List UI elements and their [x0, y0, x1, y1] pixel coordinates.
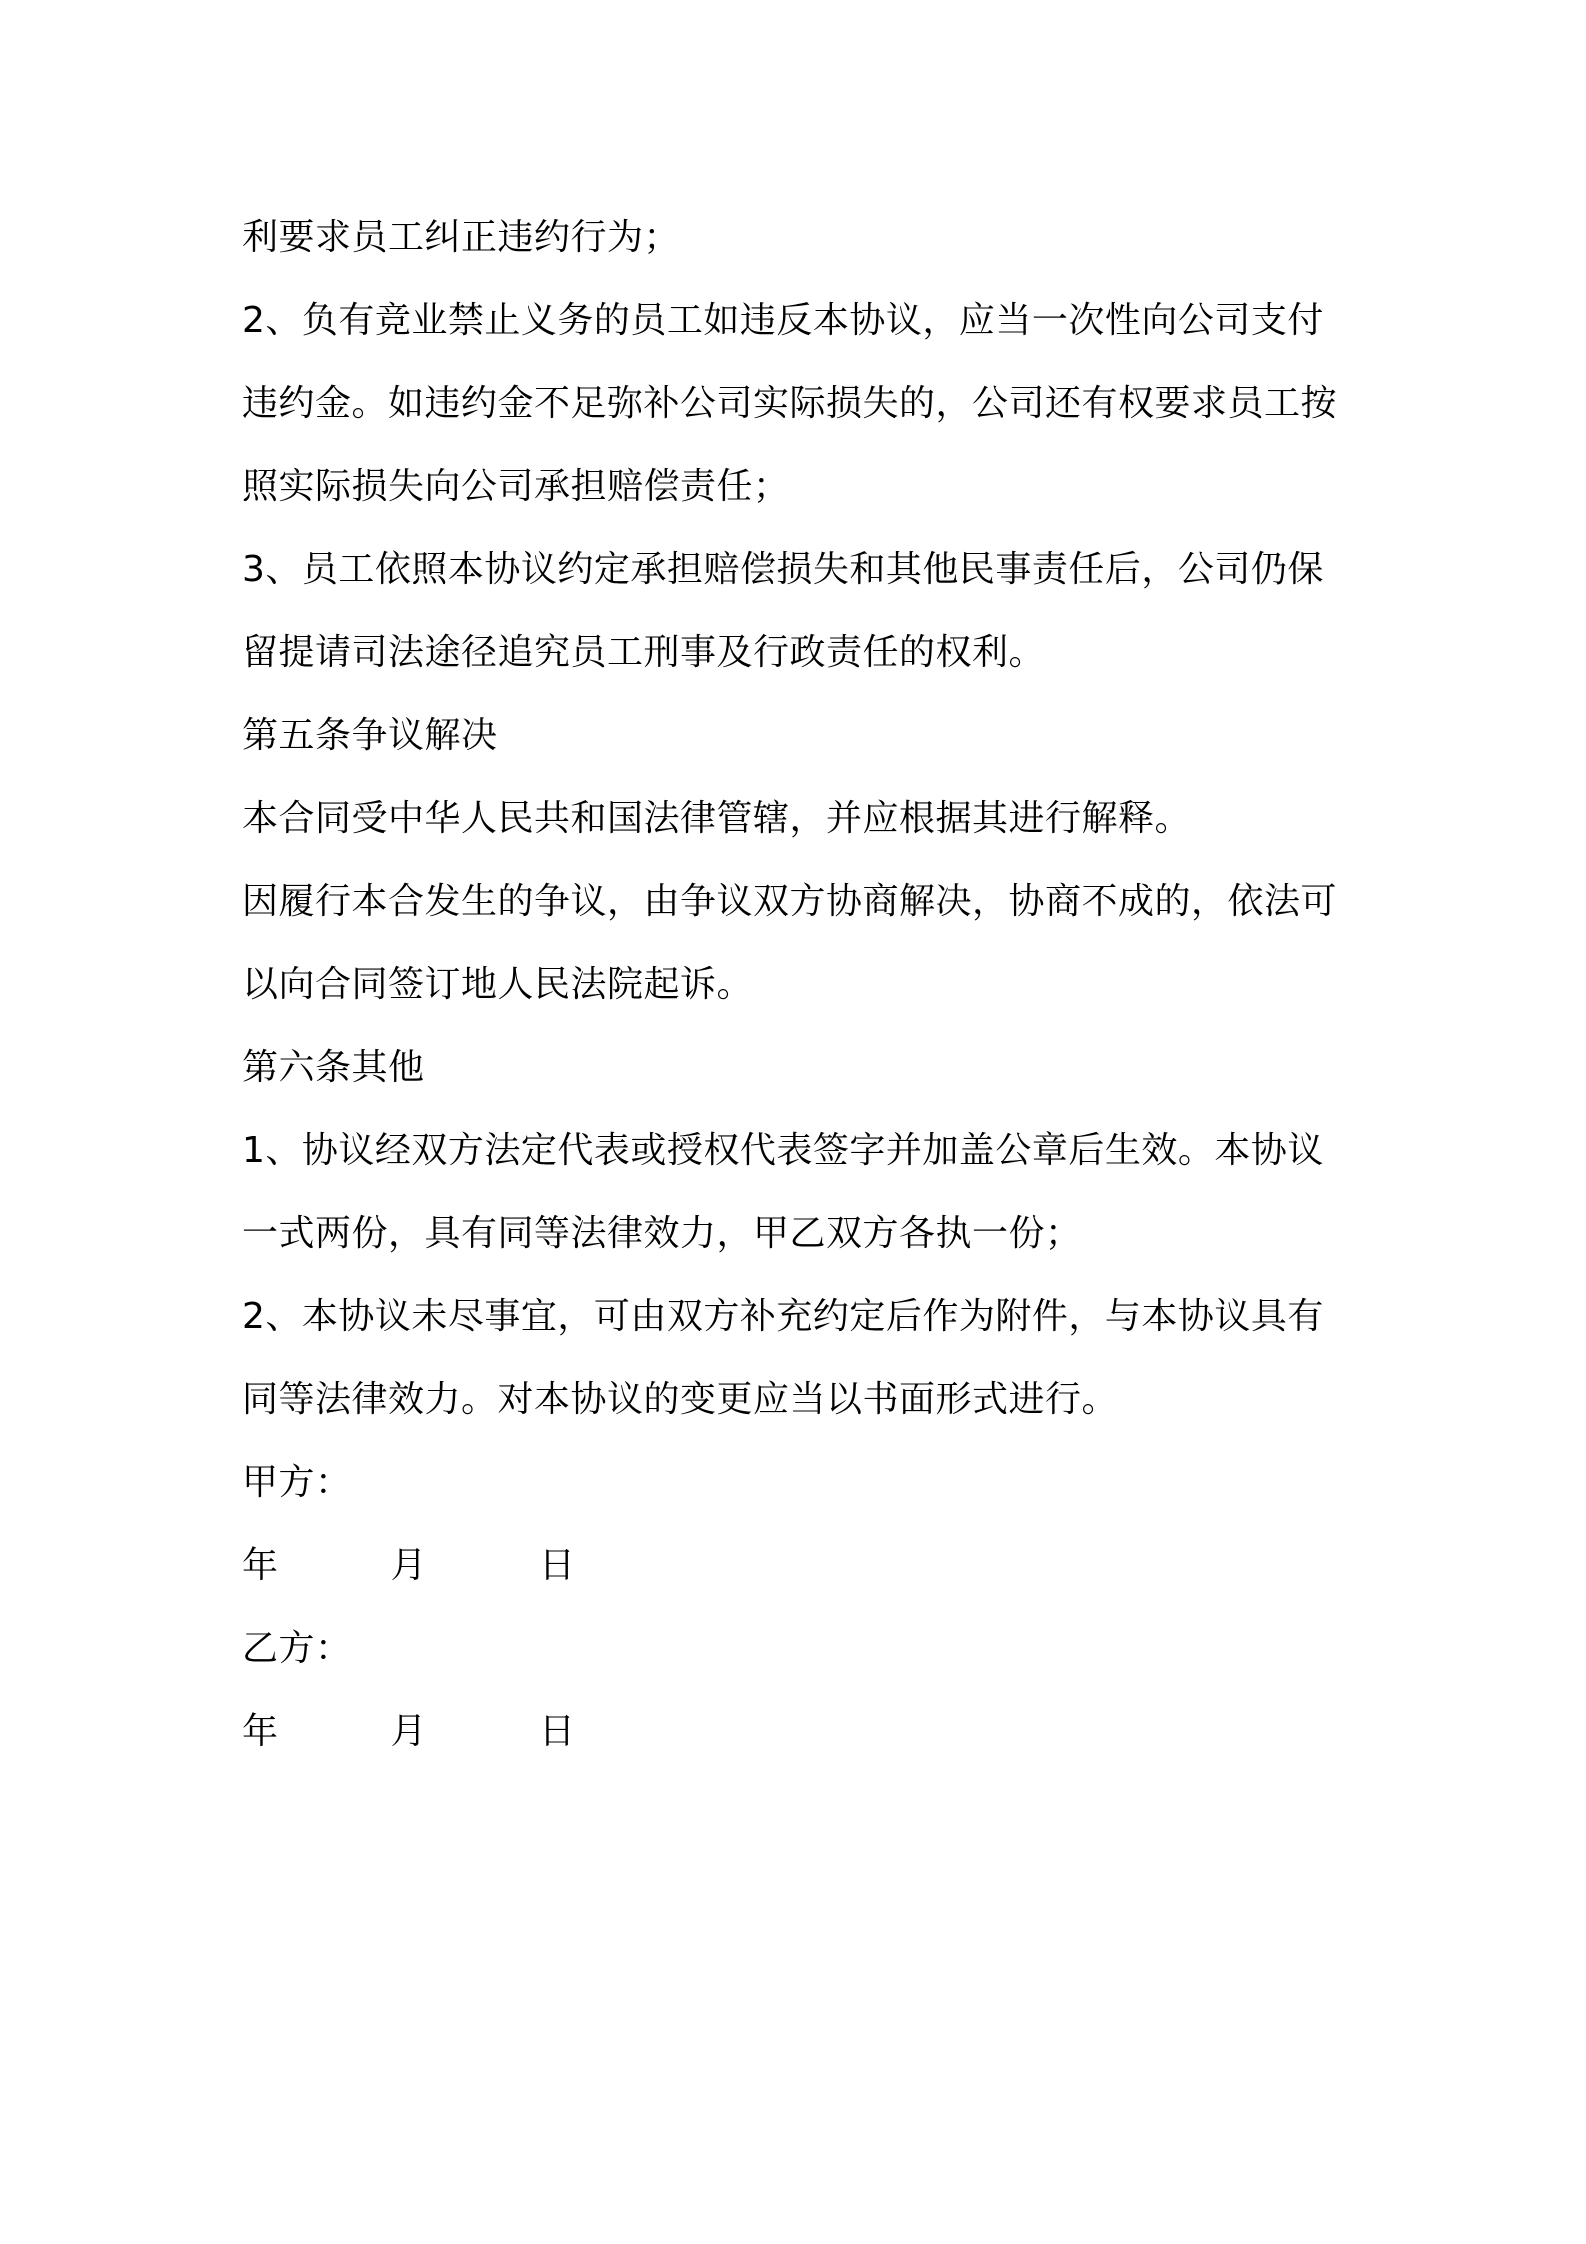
- document-body: [242, 196, 1362, 1773]
- section-heading-other: 第六条其他: [242, 1047, 425, 1088]
- signature-block: [242, 1441, 1362, 1773]
- text-line-governing-law: 本合同受中华人民共和国法律管辖，并应根据其进行解释。: [242, 798, 1192, 839]
- text-line-dispute-start: 因履行本合发生的争议，由争议双方协商解决，协商不成的，依法可: [242, 881, 1338, 922]
- text-line-dispute-end: 以向合同签订地人民法院起诉。: [242, 964, 754, 1005]
- section-heading-dispute: 第五条争议解决: [242, 715, 498, 756]
- party-a-label: 甲方：: [242, 1462, 352, 1503]
- party-a-date: [242, 1524, 1362, 1607]
- text-line-other-1-start: 1、协议经双方法定代表或授权代表签字并加盖公章后生效。本协议: [242, 1130, 1324, 1171]
- party-b-label: 乙方：: [242, 1628, 352, 1669]
- party-b-year-label: 年: [242, 1711, 279, 1752]
- party-a-month-label: 月: [390, 1545, 428, 1586]
- party-b-day-label: 日: [539, 1711, 576, 1752]
- party-a-day-label: 日: [539, 1545, 576, 1586]
- party-b-date: [242, 1690, 1362, 1773]
- text-line-clause-2-middle: 违约金。如违约金不足弥补公司实际损失的，公司还有权要求员工按: [242, 383, 1338, 424]
- text-line-other-2-end: 同等法律效力。对本协议的变更应当以书面形式进行。: [242, 1379, 1119, 1420]
- text-line-clause-3-start: 3、员工依照本协议约定承担赔偿损失和其他民事责任后，公司仍保: [242, 549, 1324, 590]
- text-line-clause-3-end: 留提请司法途径追究员工刑事及行政责任的权利。: [242, 632, 1046, 673]
- party-a-year-label: 年: [242, 1545, 279, 1586]
- text-line-clause-2-end: 照实际损失向公司承担赔偿责任；: [242, 466, 790, 507]
- text-line-other-2-start: 2、本协议未尽事宜，可由双方补充约定后作为附件，与本协议具有: [242, 1296, 1324, 1337]
- text-line-other-1-end: 一式两份，具有同等法律效力，甲乙双方各执一份；: [242, 1213, 1082, 1254]
- text-line-breach-correction: 利要求员工纠正违约行为；: [242, 217, 681, 258]
- party-b-month-label: 月: [390, 1711, 428, 1752]
- text-line-clause-2-start: 2、负有竞业禁止义务的员工如违反本协议，应当一次性向公司支付: [242, 300, 1324, 341]
